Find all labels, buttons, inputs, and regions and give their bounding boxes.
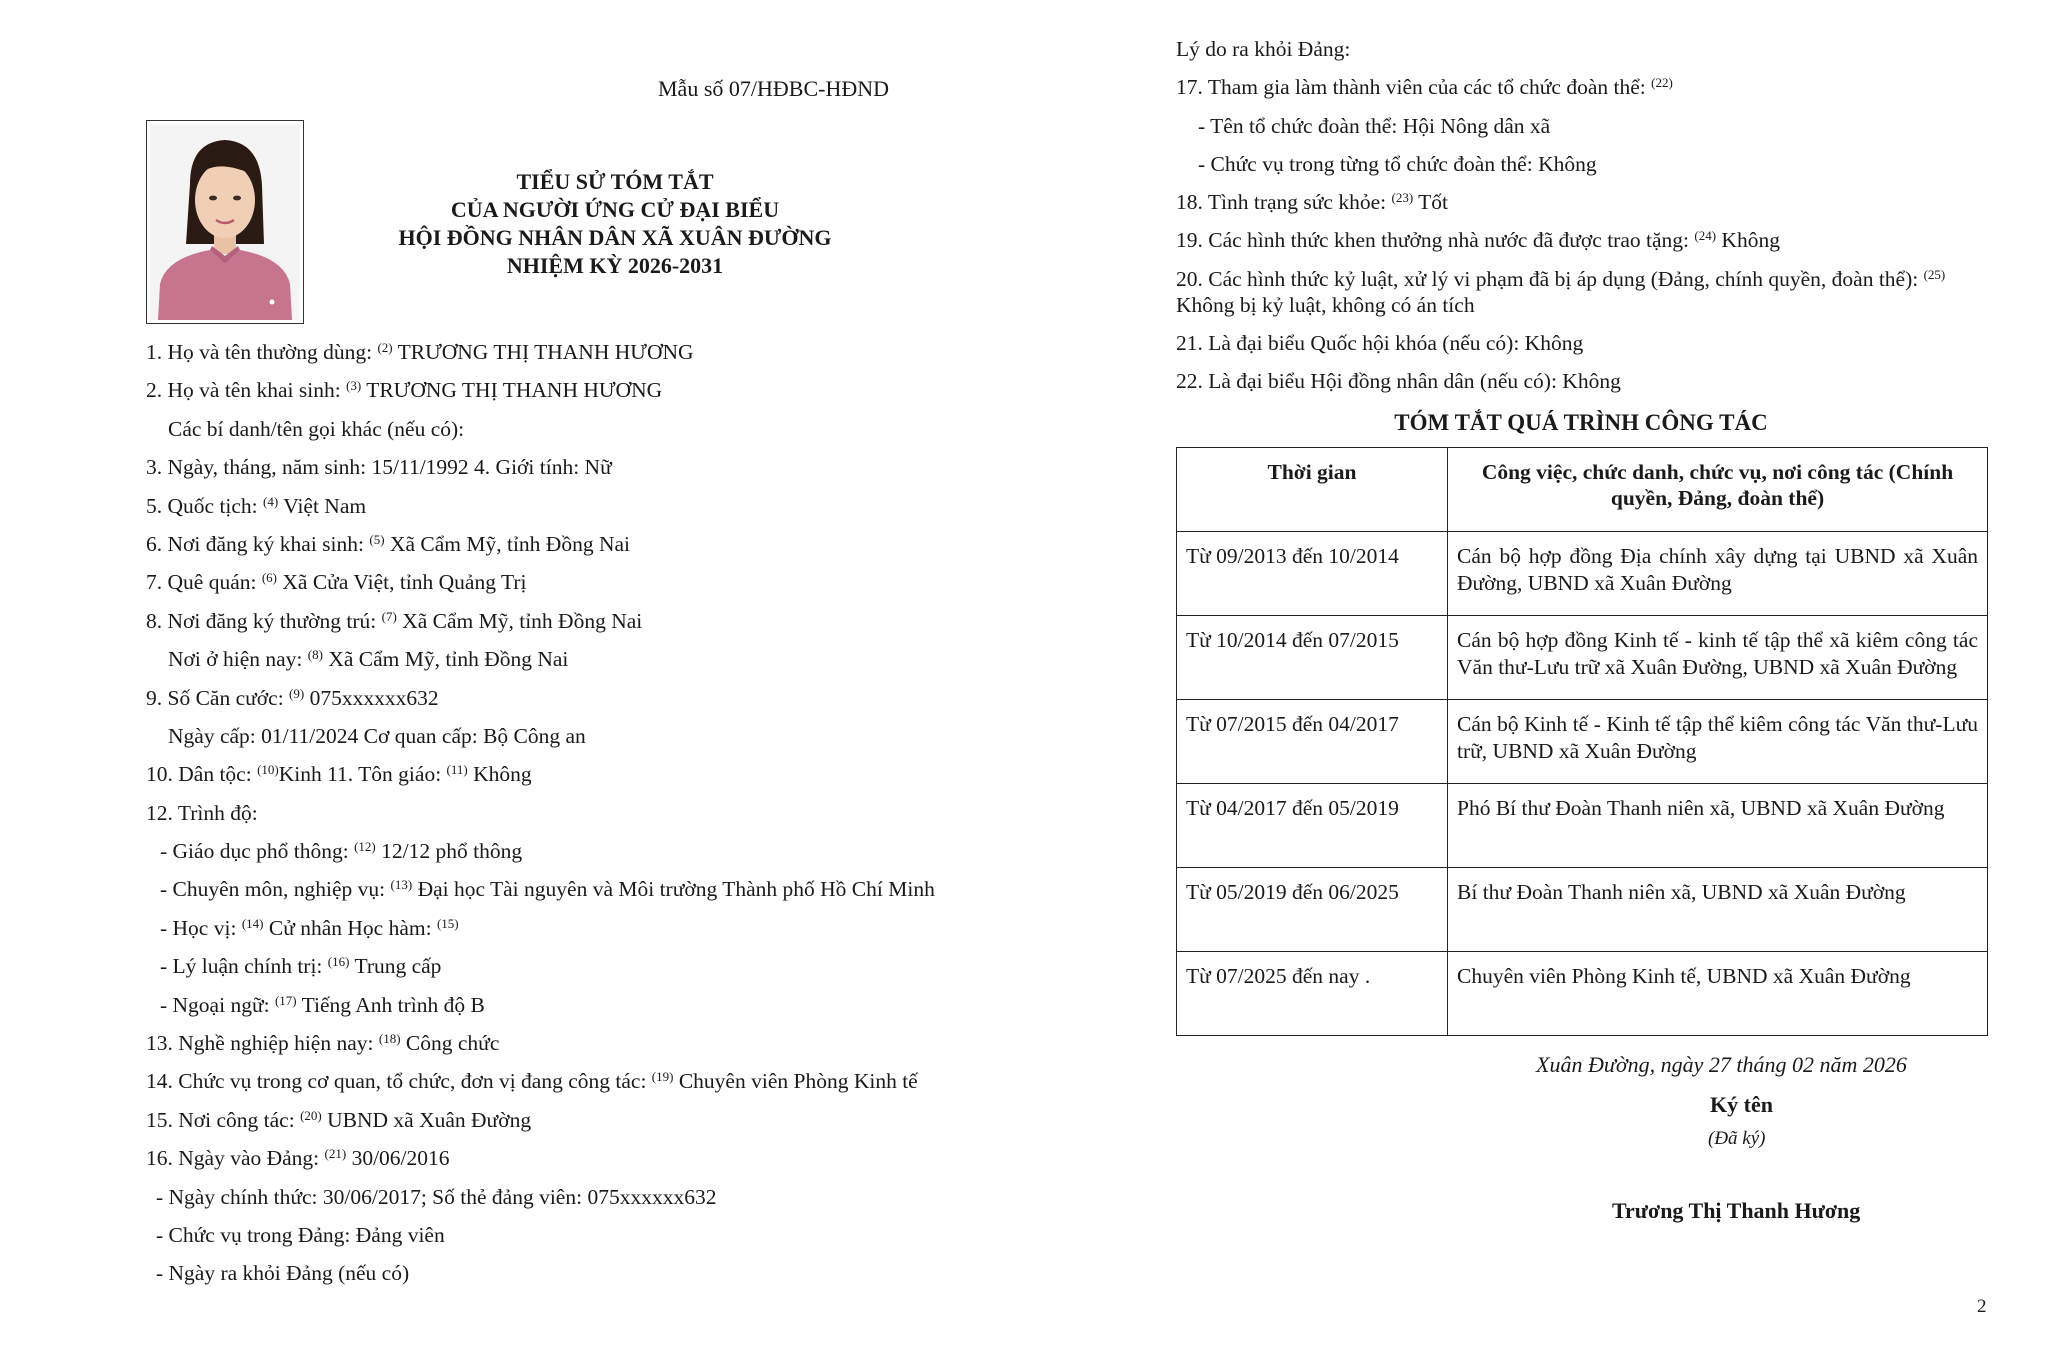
info-line: [146, 415, 946, 443]
line-text: - Chức vụ trong Đảng: Đảng viên: [156, 1222, 445, 1247]
info-line: [146, 684, 946, 712]
row-description: Chuyên viên Phòng Kinh tế, UBND xã Xuân Đường: [1448, 952, 1988, 1036]
row-description: Cán bộ hợp đồng Kinh tế - kinh tế tập thể xã kiêm công tác Văn thư-Lưu trữ xã Xuân Đường, UBND xã Xuân Đường: [1448, 616, 1988, 700]
biography-right-column: [1176, 36, 1996, 407]
line-text: Các bí danh/tên gọi khác (nếu có):: [168, 416, 465, 441]
row-description: Bí thư Đoàn Thanh niên xã, UBND xã Xuân Đường: [1448, 868, 1988, 952]
info-line: [146, 1029, 946, 1057]
footnote-ref: (25): [1923, 266, 1946, 282]
info-line: [146, 530, 946, 558]
info-line: [146, 1144, 946, 1172]
line-text: 13. Nghề nghiệp hiện nay:: [146, 1031, 379, 1056]
footnote-ref: (3): [346, 378, 362, 394]
line-text: Tiếng Anh trình độ B: [296, 992, 485, 1017]
info-line: [146, 338, 946, 366]
footnote-ref: (4): [263, 493, 279, 509]
line-text: Xã Cẩm Mỹ, tỉnh Đồng Nai: [384, 531, 630, 556]
info-line: [146, 1221, 946, 1249]
footnote-ref: (18): [378, 1031, 401, 1047]
info-line: [1176, 74, 1996, 100]
footnote-ref: (23): [1391, 190, 1414, 206]
footnote-ref: (16): [327, 954, 350, 970]
row-description: Cán bộ hợp đồng Địa chính xây dựng tại UBND xã Xuân Đường, UBND xã Xuân Đường: [1448, 532, 1988, 616]
footnote-ref: (7): [381, 608, 397, 624]
signature-label: Ký tên: [1710, 1092, 1773, 1117]
info-line: [1176, 36, 1996, 62]
line-text: 075xxxxxx632: [304, 685, 439, 710]
table-row: [1177, 700, 1988, 784]
page-number: 2: [1977, 1296, 1987, 1317]
title-line: HỘI ĐỒNG NHÂN DÂN XÃ XUÂN ĐƯỜNG: [398, 225, 832, 250]
title-line: TIỂU SỬ TÓM TẮT: [516, 169, 714, 194]
info-line: [146, 607, 946, 635]
line-text: 12/12 phổ thông: [375, 839, 523, 864]
table-row: [1177, 784, 1988, 868]
header-time: Thời gian: [1177, 448, 1448, 532]
line-text: - Ngày ra khỏi Đảng (nếu có): [156, 1261, 410, 1286]
footnote-ref: (13): [390, 877, 413, 893]
info-line: [146, 645, 946, 673]
row-time: Từ 09/2013 đến 10/2014: [1177, 532, 1448, 616]
title-line: NHIỆM KỲ 2026-2031: [506, 253, 724, 278]
line-text: 7. Quê quán:: [146, 570, 262, 595]
footnote-ref: (20): [300, 1107, 322, 1123]
info-line: [146, 722, 946, 750]
info-line: [146, 1259, 946, 1287]
line-text: Không: [467, 762, 532, 787]
line-text: 15. Nơi công tác:: [146, 1107, 301, 1132]
title-line: CỦA NGƯỜI ỨNG CỬ ĐẠI BIỂU: [450, 197, 780, 222]
footnote-ref: (17): [274, 992, 297, 1008]
row-description: Phó Bí thư Đoàn Thanh niên xã, UBND xã Xuân Đường: [1448, 784, 1988, 868]
line-text: Cử nhân Học hàm:: [263, 915, 437, 940]
footnote-ref: (22): [1651, 75, 1673, 91]
info-line: [146, 1183, 946, 1211]
line-text: Trung cấp: [349, 954, 442, 979]
line-text: - Chuyên môn, nghiệp vụ:: [160, 877, 391, 902]
table-row: [1177, 868, 1988, 952]
line-text: Đại học Tài nguyên và Môi trường Thành phố Hồ Chí Minh: [412, 877, 935, 902]
footnote-ref: (19): [651, 1069, 674, 1085]
footnote-ref: (24): [1694, 228, 1717, 244]
info-line: [146, 568, 946, 596]
line-text: Xã Cẩm Mỹ, tỉnh Đồng Nai: [322, 647, 569, 672]
document-title: [330, 168, 900, 280]
line-text: Tốt: [1413, 190, 1448, 215]
info-line: [1176, 266, 1996, 318]
footnote-ref: (2): [377, 340, 393, 355]
row-time: Từ 05/2019 đến 06/2025: [1177, 868, 1448, 952]
signer-name: Trương Thị Thanh Hương: [1612, 1198, 1861, 1223]
info-line: [146, 760, 946, 788]
line-text: TRƯƠNG THỊ THANH HƯƠNG: [392, 340, 694, 364]
line-text: 10. Dân tộc:: [146, 762, 258, 787]
line-text: UBND xã Xuân Đường: [321, 1107, 532, 1132]
line-text: 5. Quốc tịch:: [146, 493, 264, 518]
line-text: Kinh 11. Tôn giáo:: [278, 762, 447, 787]
table-row: [1177, 532, 1988, 616]
line-text: 6. Nơi đăng ký khai sinh:: [146, 531, 370, 556]
line-text: Ngày cấp: 01/11/2024 Cơ quan cấp: Bộ Công an: [168, 723, 586, 748]
line-text: 18. Tình trạng sức khỏe:: [1176, 190, 1392, 215]
line-text: TRƯƠNG THỊ THANH HƯƠNG: [361, 378, 663, 403]
info-line: [1176, 368, 1996, 394]
footnote-ref: (6): [261, 570, 278, 586]
line-text: Xã Cửa Việt, tỉnh Quảng Trị: [277, 570, 527, 595]
table-row: [1177, 616, 1988, 700]
line-text: - Giáo dục phổ thông:: [160, 839, 355, 864]
footnote-ref: (8): [307, 647, 323, 663]
line-text: - Ngày chính thức: 30/06/2017; Số thẻ đảng viên: 075xxxxxx632: [156, 1184, 717, 1209]
table-header-row: [1177, 448, 1988, 532]
line-text: 16. Ngày vào Đảng:: [146, 1146, 325, 1171]
info-line: [146, 875, 946, 903]
line-text: - Học vị:: [160, 915, 242, 940]
line-text: Xã Cẩm Mỹ, tỉnh Đồng Nai: [396, 608, 643, 633]
line-text: Chuyên viên Phòng Kinh tế: [673, 1069, 918, 1094]
line-text: Nơi ở hiện nay:: [168, 647, 308, 672]
line-text: 1. Họ và tên thường dùng:: [146, 340, 378, 364]
footnote-ref: (21): [324, 1146, 347, 1162]
signature-place-date: Xuân Đường, ngày 27 tháng 02 năm 2026: [1536, 1052, 1907, 1077]
info-line: [146, 1106, 946, 1134]
portrait-image: [150, 124, 300, 320]
footnote-ref: (10): [257, 762, 279, 778]
work-history-table: [1176, 447, 1988, 1036]
line-text: 17. Tham gia làm thành viên của các tổ chức đoàn thể:: [1176, 75, 1652, 100]
row-time: Từ 07/2025 đến nay .: [1177, 952, 1448, 1036]
line-text: 8. Nơi đăng ký thường trú:: [146, 608, 382, 633]
line-text: Không: [1716, 228, 1780, 253]
info-line: [1176, 227, 1996, 253]
line-text: - Chức vụ trong từng tổ chức đoàn thể: Không: [1198, 151, 1597, 176]
line-text: 21. Là đại biểu Quốc hội khóa (nếu có): Không: [1176, 331, 1584, 356]
line-text: 22. Là đại biểu Hội đồng nhân dân (nếu có): Không: [1176, 369, 1621, 394]
footnote-ref: (12): [354, 839, 376, 855]
table-row: [1177, 952, 1988, 1036]
info-line: [146, 376, 946, 404]
line-text: 20. Các hình thức kỷ luật, xử lý vi phạm đã bị áp dụng (Đảng, chính quyền, đoàn thể):: [1176, 266, 1924, 291]
info-line: [146, 453, 946, 481]
info-line: [1176, 113, 1996, 139]
footnote-ref: (5): [369, 531, 385, 547]
line-text: 9. Số Căn cước:: [146, 685, 290, 710]
info-line: [146, 799, 946, 827]
info-line: [146, 492, 946, 520]
info-line: [146, 991, 946, 1019]
line-text: 3. Ngày, tháng, năm sinh: 15/11/1992 4. Giới tính: Nữ: [146, 455, 612, 480]
footnote-ref: (9): [289, 685, 305, 701]
footnote-ref: (14): [241, 915, 264, 931]
line-text: - Tên tổ chức đoàn thể: Hội Nông dân xã: [1198, 113, 1551, 138]
info-line: [1176, 330, 1996, 356]
biography-left-column: [146, 338, 946, 1298]
footnote-ref: (15): [436, 915, 459, 931]
candidate-photo: [146, 120, 304, 324]
line-text: 19. Các hình thức khen thưởng nhà nước đã được trao tặng:: [1176, 228, 1695, 253]
line-text: 2. Họ và tên khai sinh:: [146, 378, 347, 403]
info-line: [146, 837, 946, 865]
row-time: Từ 10/2014 đến 07/2015: [1177, 616, 1448, 700]
row-time: Từ 07/2015 đến 04/2017: [1177, 700, 1448, 784]
form-number: Mẫu số 07/HĐBC-HĐND: [658, 76, 889, 101]
line-text: Công chức: [400, 1031, 500, 1056]
row-description: Cán bộ Kinh tế - Kinh tế tập thể kiêm công tác Văn thư-Lưu trữ, UBND xã Xuân Đường: [1448, 700, 1988, 784]
footnote-ref: (11): [446, 762, 468, 778]
work-history-title: TÓM TẮT QUÁ TRÌNH CÔNG TÁC: [1394, 410, 1768, 435]
line-text: 30/06/2016: [346, 1146, 450, 1171]
line-text: Việt Nam: [278, 493, 367, 518]
line-text: Không bị kỷ luật, không có án tích: [1176, 292, 1475, 317]
line-text: 12. Trình độ:: [146, 800, 258, 825]
row-time: Từ 04/2017 đến 05/2019: [1177, 784, 1448, 868]
info-line: [146, 952, 946, 980]
info-line: [146, 1067, 946, 1095]
signature-note: (Đã ký): [1708, 1128, 1766, 1149]
info-line: [146, 914, 946, 942]
line-text: - Lý luận chính trị:: [160, 954, 328, 979]
line-text: Lý do ra khỏi Đảng:: [1176, 37, 1351, 61]
info-line: [1176, 189, 1996, 215]
header-description: Công việc, chức danh, chức vụ, nơi công tác (Chính quyền, Đảng, đoàn thể): [1448, 448, 1988, 532]
info-line: [1176, 151, 1996, 177]
line-text: - Ngoại ngữ:: [160, 992, 275, 1017]
line-text: 14. Chức vụ trong cơ quan, tổ chức, đơn vị đang công tác:: [146, 1069, 652, 1094]
